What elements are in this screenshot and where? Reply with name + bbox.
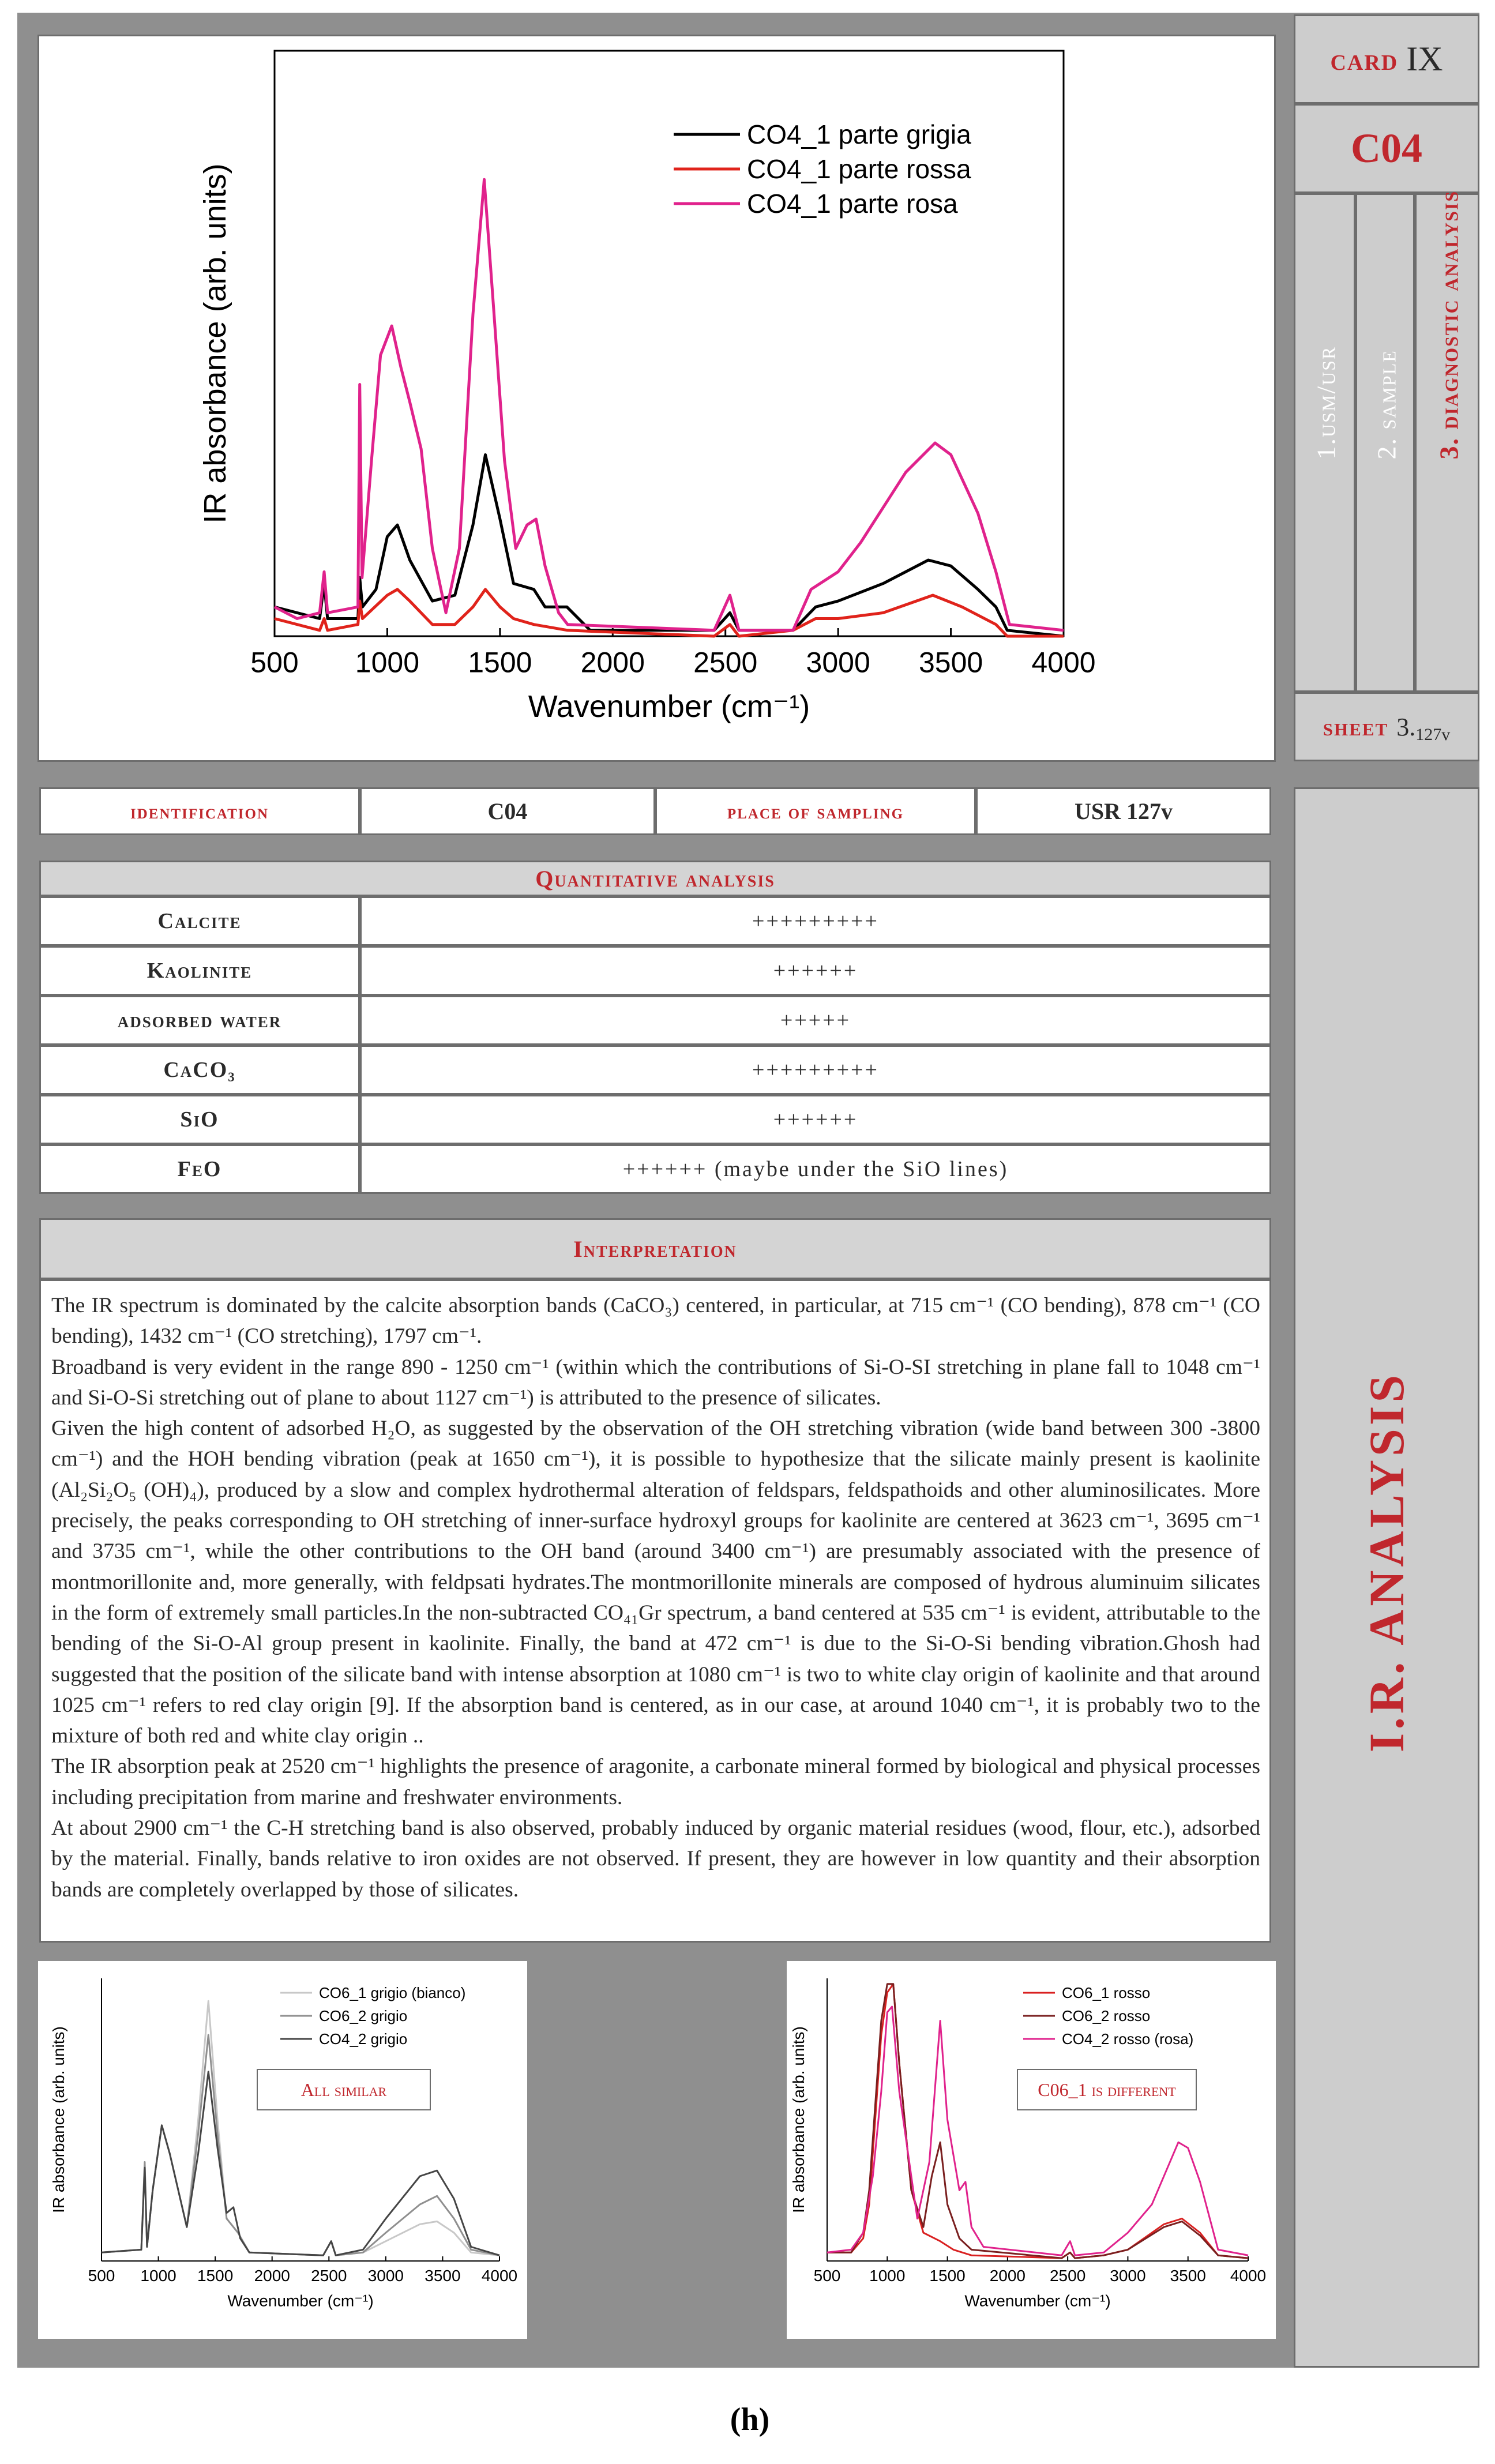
place-of-sampling-label-text: place of sampling <box>727 799 904 823</box>
red-xlabel: Wavenumber (cm⁻¹) <box>964 2292 1111 2310</box>
red-comparison-chart-panel <box>787 1961 1276 2339</box>
gray-legend-label-0: CO6_1 grigio (bianco) <box>319 1984 466 2002</box>
identification-value-text: C04 <box>487 798 528 824</box>
quant-label-5: FeO <box>39 1144 360 1194</box>
tab-sample[interactable] <box>1355 193 1415 692</box>
gray-legend-label-1: CO6_2 grigio <box>319 2007 408 2025</box>
red-legend-label-2: CO4_2 rosso (rosa) <box>1062 2030 1194 2048</box>
card-label: card <box>1330 42 1399 77</box>
identification-value <box>360 787 655 835</box>
tab-sample-label: 2. sample <box>1372 350 1402 460</box>
identification-label-text: identification <box>130 799 269 823</box>
main-xlabel: Wavenumber (cm⁻¹) <box>528 689 810 724</box>
sheet-cell <box>1294 692 1479 761</box>
red-xtick-label-7: 4000 <box>1230 2267 1267 2285</box>
main-xtick-label-3: 2000 <box>580 646 645 679</box>
gray-xtick-label-5: 3000 <box>367 2267 404 2285</box>
gray-xtick-label-6: 3500 <box>425 2267 461 2285</box>
interpretation-title <box>39 1218 1271 1279</box>
sheet-label: sheet <box>1323 712 1389 741</box>
gray-xlabel: Wavenumber (cm⁻¹) <box>227 2292 374 2310</box>
section-title-cell <box>1294 787 1479 2368</box>
red-comparison-chart <box>787 1961 1276 2339</box>
main-xtick-label-6: 3500 <box>918 646 983 679</box>
place-of-sampling-label <box>655 787 976 835</box>
quant-value-0: +++++++++ <box>360 896 1271 946</box>
main-ir-chart <box>39 36 1274 760</box>
card-number: IX <box>1406 40 1443 78</box>
red-xtick-label-2: 1500 <box>929 2267 966 2285</box>
quant-label-0: Calcite <box>39 896 360 946</box>
tab-usm-usr-label: 1.usm/usr <box>1311 345 1341 460</box>
figure-caption <box>634 2394 865 2446</box>
red-xtick-label-0: 500 <box>813 2267 841 2285</box>
main-xtick-label-1: 1000 <box>355 646 420 679</box>
sheet-sub: 127v <box>1415 725 1451 744</box>
quant-label-2: adsorbed water <box>39 996 360 1045</box>
red-xtick-label-5: 3000 <box>1110 2267 1146 2285</box>
quant-label-4: SiO <box>39 1095 360 1144</box>
gray-comparison-chart <box>38 1961 527 2339</box>
main-xtick-label-2: 1500 <box>468 646 532 679</box>
interpretation-paragraph-5: At about 2900 cm⁻¹ the C-H stretching band is also observed, probably induced by organic material residues (wood, flour, etc.), adsorbed by the material. Finally, bands relative to iron oxides are not observed. If present, they are however in low quantity and their absorption bands are completely overlapped by those of silicates. <box>51 1816 1260 1902</box>
red-ylabel: IR absorbance (arb. units) <box>790 2026 807 2213</box>
place-of-sampling-value <box>976 787 1271 835</box>
identification-label <box>39 787 360 835</box>
main-legend-label-1: CO4_1 parte rossa <box>747 154 971 185</box>
quant-label-1: Kaolinite <box>39 946 360 996</box>
main-chart-panel <box>37 35 1276 762</box>
quant-value-4: ++++++ <box>360 1095 1271 1144</box>
red-legend-label-0: CO6_1 rosso <box>1062 1984 1151 2002</box>
main-xtick-label-4: 2500 <box>693 646 758 679</box>
main-ylabel: IR absorbance (arb. units) <box>198 163 232 524</box>
gray-xtick-label-1: 1000 <box>140 2267 176 2285</box>
red-series-1 <box>827 1984 1248 2258</box>
red-xtick-label-3: 2000 <box>989 2267 1026 2285</box>
interpretation-paragraph-2: Broadband is very evident in the range 890 - 1250 cm⁻¹ (within which the contributions of Si-O-SI stretching in plane fall to 1048 cm⁻¹ and Si-O-Si stretching out of plane to about 1127 cm⁻¹) is attributed to the presence of silicates. <box>51 1355 1260 1410</box>
section-title: I.R. ANALYSIS <box>1359 1371 1414 1753</box>
main-legend-label-0: CO4_1 parte grigia <box>747 119 971 150</box>
card-code: C04 <box>1351 125 1422 171</box>
main-series-0 <box>275 455 1064 636</box>
tab-diagnostic-analysis[interactable] <box>1415 190 1479 692</box>
quant-value-1: ++++++ <box>360 946 1271 996</box>
red-xtick-label-6: 3500 <box>1170 2267 1206 2285</box>
red-xtick-label-4: 2500 <box>1049 2267 1086 2285</box>
main-xtick-label-5: 3000 <box>806 646 870 679</box>
quant-value-2: +++++ <box>360 996 1271 1045</box>
gray-xtick-label-0: 500 <box>88 2267 115 2285</box>
interpretation-paragraph-3: Given the high content of adsorbed H₂O, as suggested by the observation of the OH stretching vibration (wide band between 300 -3800 cm⁻¹) and the HOH bending vibration (peak at 1650 cm⁻¹), it is possible to hypothesize that the silicate mainly present is kaolinite (Al₂Si₂O₅ (OH)₄), produced by a slow and complex hydrothermal alteration of feldspars, feldspathoids and other aluminosilicates. More precisely, the peaks corresponding to OH stretching of inner-surface hydroxyl groups for kaolinite are centered at 3623 cm⁻¹, 3695 cm⁻¹ and 3735 cm⁻¹, while the other contributions to the OH band (around 3400 cm⁻¹) are presumably associated with the presence of montmorillonite and, more generally, with feldpsati hydrates.The montmorillonite minerals are composed of hydrous aluminuim silicates in the form of extremely small particles.In the non-subtracted CO₄₁Gr spectrum, a band centered at 535 cm⁻¹ is evident, attributable to the bending of the Si-O-Al group present in kaolinite. Finally, the band at 472 cm⁻¹ is due to the Si-O-Si bending vibration.Ghosh had suggested that the position of the silicate band with intense absorption at 1080 cm⁻¹ is two to white clay origin of kaolinite and that around 1025 cm⁻¹ refers to red clay origin [9]. If the absorption band is centered, as in our case, at around 1040 cm⁻¹, it is probably two to the mixture of both red and white clay origin .. <box>51 1417 1260 1748</box>
gray-annotation: All similar <box>300 2079 387 2100</box>
quant-label-3: CaCO₃ <box>39 1045 360 1095</box>
red-xtick-label-1: 1000 <box>869 2267 906 2285</box>
red-legend-label-1: CO6_2 rosso <box>1062 2007 1151 2025</box>
main-xtick-label-7: 4000 <box>1031 646 1096 679</box>
gray-xtick-label-3: 2000 <box>254 2267 290 2285</box>
main-xtick-label-0: 500 <box>250 646 299 679</box>
gray-xtick-label-7: 4000 <box>481 2267 518 2285</box>
main-legend-label-2: CO4_1 parte rosa <box>747 189 958 219</box>
interpretation-paragraph-1: The IR spectrum is dominated by the calcite absorption bands (CaCO₃) centered, in particular, at 715 cm⁻¹ (CO bending), 878 cm⁻¹ (CO bending), 1432 cm⁻¹ (CO stretching), 1797 cm⁻¹. <box>51 1294 1260 1349</box>
figure-caption-text: (h) <box>730 2402 770 2437</box>
red-annotation: C06_1 is different <box>1038 2079 1176 2100</box>
gray-comparison-chart-panel <box>38 1961 527 2339</box>
interpretation-text <box>39 1279 1271 1943</box>
quant-value-3: +++++++++ <box>360 1045 1271 1095</box>
quantitative-analysis-title-text: Quantitative analysis <box>535 865 775 892</box>
gray-legend-label-2: CO4_2 grigio <box>319 2030 408 2048</box>
red-series-0 <box>827 1984 1248 2258</box>
tab-usm-usr[interactable] <box>1294 193 1355 692</box>
gray-xtick-label-2: 1500 <box>197 2267 234 2285</box>
gray-xtick-label-4: 2500 <box>311 2267 347 2285</box>
tab-diagnostic-analysis-label: 3. diagnostic analysis <box>1434 190 1464 460</box>
interpretation-title-text: Interpretation <box>573 1235 737 1262</box>
gray-ylabel: IR absorbance (arb. units) <box>50 2026 67 2213</box>
main-series-2 <box>275 179 1064 630</box>
quant-value-5: ++++++ (maybe under the SiO lines) <box>360 1144 1271 1194</box>
interpretation-paragraph-4: The IR absorption peak at 2520 cm⁻¹ highlights the presence of aragonite, a carbonate mineral formed by biological and physical processes including precipitation from marine and freshwater environments. <box>51 1755 1260 1809</box>
sheet-number: 3. <box>1396 712 1416 741</box>
quantitative-analysis-title <box>39 861 1271 896</box>
place-of-sampling-value-text: USR 127v <box>1074 798 1173 824</box>
